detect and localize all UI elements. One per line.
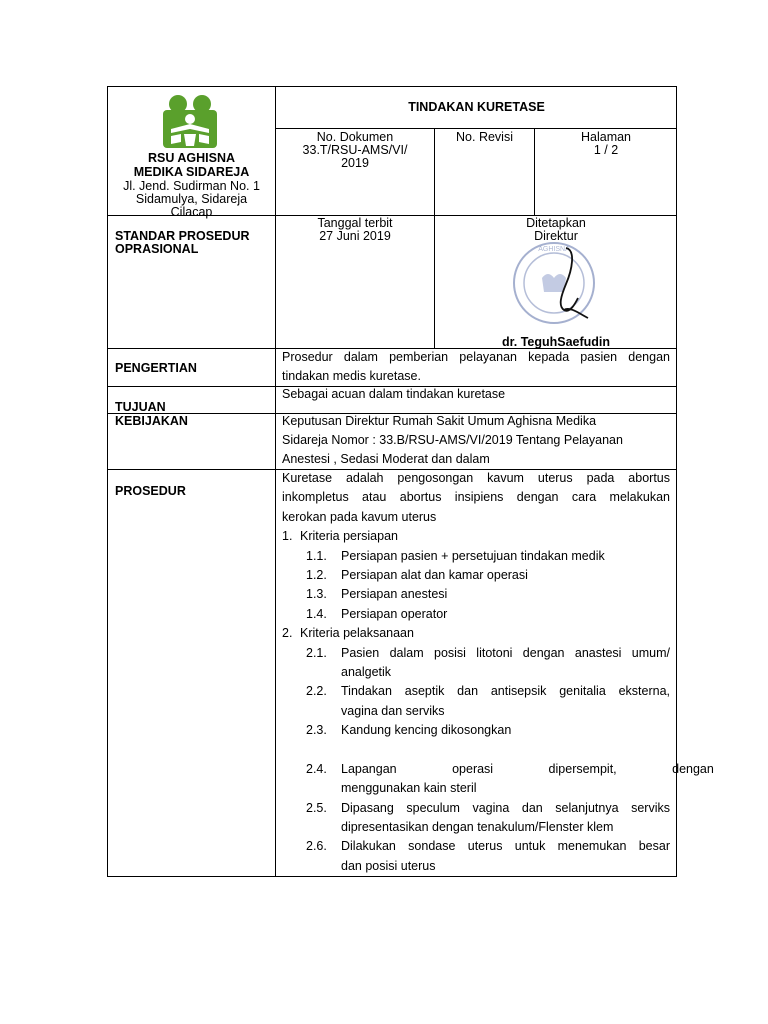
list-item — [282, 837, 670, 856]
tujuan-label: TUJUAN — [115, 400, 166, 414]
hospital-address-line2: Sidamulya, Sidareja — [135, 192, 248, 206]
hospital-logo — [161, 94, 219, 150]
list-item-continuation — [282, 663, 670, 682]
blank-line — [282, 740, 670, 759]
left-column-divider — [275, 87, 276, 877]
item-text-line1: Lapangan operasi dipersempit, dengan — [341, 761, 714, 776]
list-item-continuation — [282, 702, 670, 721]
item-text-line2: dipresentasikan dengan tenakulum/Flenster klem — [341, 820, 614, 835]
sop-document — [107, 86, 714, 877]
item-number: 1.4. — [306, 606, 327, 621]
director-name: dr. TeguhSaefudin — [501, 335, 611, 349]
item-number: 1.3. — [306, 587, 327, 602]
prosedur-label: PROSEDUR — [115, 484, 186, 498]
kebijakan-label: KEBIJAKAN — [115, 414, 188, 428]
list-item-continuation — [282, 779, 670, 798]
list-item — [282, 547, 670, 566]
item-text-line2: menggunakan kain steril — [341, 781, 477, 796]
item-text-line1: Pasien dalam posisi litotoni dengan anastesi umum/ — [341, 645, 670, 660]
list-item — [282, 605, 670, 624]
item-text-line1: Dilakukan sondase uterus untuk menemukan besar — [341, 839, 670, 854]
document-title: TINDAKAN KURETASE — [408, 100, 545, 114]
list-item — [282, 644, 670, 663]
page-value: 1 / 2 — [593, 143, 619, 157]
item-text: Persiapan pasien + persetujuan tindakan medik — [341, 548, 605, 563]
official-stamp-signature — [506, 240, 606, 326]
sop-label-line1: STANDAR PROSEDUR — [115, 229, 250, 243]
kebijakan-line2: Sidareja Nomor : 33.B/RSU-AMS/VI/2019 Tentang Pelayanan — [282, 433, 623, 447]
prosedur-intro-line2: inkompletus atau abortus insipiens dengan cara melakukan — [282, 490, 670, 505]
item-text-line2: vagina dan serviks — [341, 703, 445, 718]
hospital-name-line1: RSU AGHISNA — [147, 151, 236, 165]
item-text-line1: Kandung kencing dikosongkan — [341, 723, 512, 738]
section-1-heading — [282, 527, 670, 546]
list-item-continuation — [282, 818, 670, 837]
doc-number-label: No. Dokumen — [316, 130, 394, 144]
doc-number-value-line1: 33.T/RSU-AMS/VI/ — [302, 143, 408, 157]
kebijakan-line1: Keputusan Direktur Rumah Sakit Umum Aghisna Medika — [282, 414, 597, 428]
pengertian-label: PENGERTIAN — [115, 361, 197, 375]
item-text-line1: Tindakan aseptik dan antisepsik genitalia eksterna, — [341, 684, 670, 699]
revision-label: No. Revisi — [456, 130, 513, 144]
section-1-title: Kriteria persiapan — [300, 529, 398, 544]
pengertian-line1: Prosedur dalam pemberian pelayanan kepada pasien dengan — [282, 350, 670, 364]
item-text: Persiapan alat dan kamar operasi — [341, 567, 528, 582]
prosedur-intro-line3: kerokan pada kavum uterus — [282, 509, 437, 524]
item-number: 2.2. — [306, 684, 327, 699]
list-item — [282, 585, 670, 604]
section-1-number: 1. — [282, 529, 293, 544]
item-text: Persiapan anestesi — [341, 587, 448, 602]
item-number: 2.6. — [306, 839, 327, 854]
hospital-name-line2: MEDIKA SIDAREJA — [133, 165, 250, 179]
set-by-label: Ditetapkan — [526, 216, 586, 230]
set-by-role: Direktur — [534, 229, 578, 243]
svg-text:AGHISNA: AGHISNA — [538, 246, 570, 253]
tujuan-text: Sebagai acuan dalam tindakan kuretase — [282, 387, 506, 401]
kebijakan-line3: Anestesi , Sedasi Moderat dan dalam — [282, 452, 490, 466]
list-item-continuation — [282, 857, 670, 876]
page-label: Halaman — [580, 130, 632, 144]
item-number: 1.1. — [306, 548, 327, 563]
item-text-line2: analgetik — [341, 664, 392, 679]
hospital-address-line3: Cilacap — [170, 205, 213, 219]
prosedur-content — [282, 469, 714, 876]
list-item — [282, 760, 714, 779]
title-divider — [275, 128, 677, 129]
item-number: 2.1. — [306, 645, 327, 660]
item-number: 2.3. — [306, 723, 327, 738]
prosedur-intro-line1: Kuretase adalah pengosongan kavum uterus pada abortus — [282, 471, 670, 485]
pengertian-line2: tindakan medis kuretase. — [282, 369, 421, 383]
item-number: 2.4. — [306, 761, 327, 776]
list-item — [282, 682, 670, 701]
doc-number-value-line2: 2019 — [341, 156, 369, 170]
item-text: Persiapan operator — [341, 606, 448, 621]
issued-date-label: Tanggal terbit — [317, 216, 393, 230]
item-text-line2: dan posisi uterus — [341, 858, 436, 873]
section-2-number: 2. — [282, 626, 293, 641]
sop-label-line2: OPRASIONAL — [115, 242, 199, 256]
section-2-heading — [282, 624, 670, 643]
item-text-line1: Dipasang speculum vagina dan selanjutnya serviks — [341, 800, 670, 815]
list-item — [282, 721, 670, 740]
issued-date-value: 27 Juni 2019 — [319, 229, 391, 243]
list-item — [282, 566, 670, 585]
hospital-address-line1: Jl. Jend. Sudirman No. 1 — [123, 179, 260, 193]
item-number: 2.5. — [306, 800, 327, 815]
item-number: 1.2. — [306, 567, 327, 582]
list-item — [282, 799, 670, 818]
section-2-title: Kriteria pelaksanaan — [300, 626, 414, 641]
